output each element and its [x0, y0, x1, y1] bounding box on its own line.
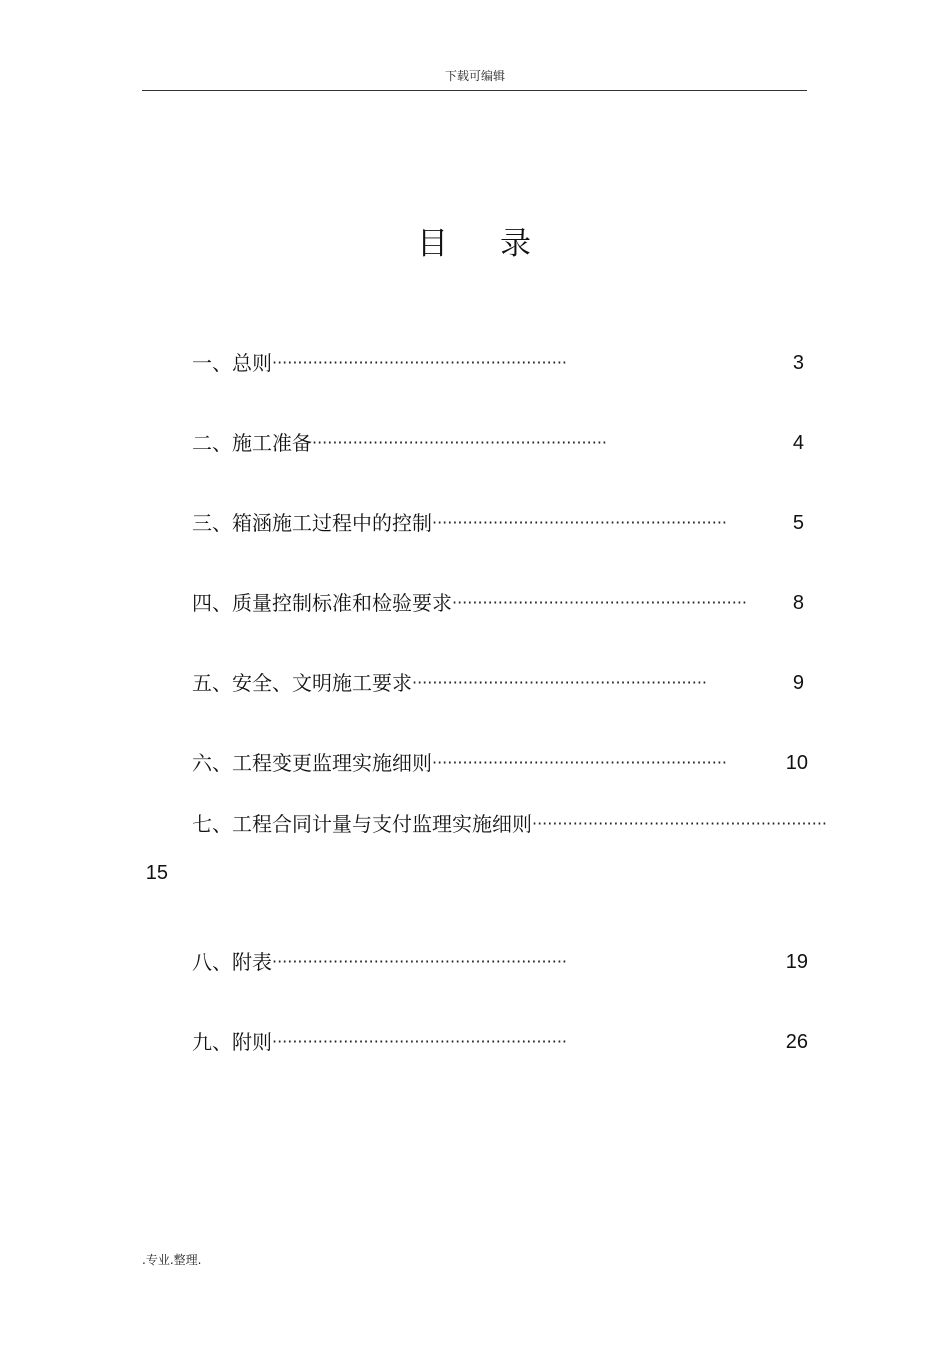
toc-entry: [192, 669, 740, 697]
toc-entry-label: 五、安全、文明施工要求: [192, 671, 412, 695]
toc-entry-page: 5: [792, 512, 804, 534]
toc-entry-page: 10: [785, 752, 808, 774]
page-header: 下载可编辑: [444, 69, 505, 83]
toc-entry: [192, 509, 740, 537]
toc-entry-label: 六、工程变更监理实施细则: [192, 751, 432, 775]
toc-entry-label: 九、附则: [192, 1030, 272, 1054]
toc-entry: [192, 349, 740, 377]
toc-entry-page: 8: [792, 592, 804, 614]
toc-entry-label: 八、附表: [192, 950, 272, 974]
toc-leader-dots: ··························································: [432, 753, 727, 772]
toc-entry-label: 二、施工准备: [192, 431, 312, 455]
toc-entry-page: 3: [792, 352, 804, 374]
header-rule: [142, 90, 807, 91]
toc-leader-dots: ··························································: [272, 1032, 567, 1051]
toc-entry-label: 四、质量控制标准和检验要求: [192, 591, 452, 615]
toc-title: [0, 218, 950, 263]
title-char-1: 目: [417, 226, 450, 262]
toc-entry-page: 19: [785, 951, 808, 973]
toc-entry-label: 三、箱涵施工过程中的控制: [192, 511, 432, 535]
toc-entry: [192, 429, 740, 457]
toc-leader-dots: ··························································: [432, 513, 727, 532]
title-char-2: 录: [500, 226, 533, 262]
toc-entry-page: 4: [792, 432, 804, 454]
toc-leader-dots: ··························································: [532, 814, 827, 833]
page-footer: .专业.整理.: [142, 1253, 202, 1267]
toc-entry-page: 15: [145, 862, 168, 884]
toc-entry-label: 七、工程合同计量与支付监理实施细则: [192, 812, 532, 836]
toc-entry: [192, 749, 740, 777]
toc-entry-page: 9: [792, 672, 804, 694]
toc-leader-dots: ··························································: [272, 353, 567, 372]
toc-leader-dots: ··························································: [312, 433, 607, 452]
toc-leader-dots: ··························································: [272, 952, 567, 971]
toc-entry-label: 一、总则: [192, 351, 272, 375]
toc-entry: [192, 1028, 734, 1056]
toc-entry: [192, 589, 747, 617]
toc-leader-dots: ··························································: [452, 593, 747, 612]
toc-entry: [192, 948, 734, 976]
toc-entry-page: 26: [785, 1031, 808, 1053]
toc-entry: [192, 810, 827, 838]
toc-leader-dots: ··························································: [412, 673, 707, 692]
